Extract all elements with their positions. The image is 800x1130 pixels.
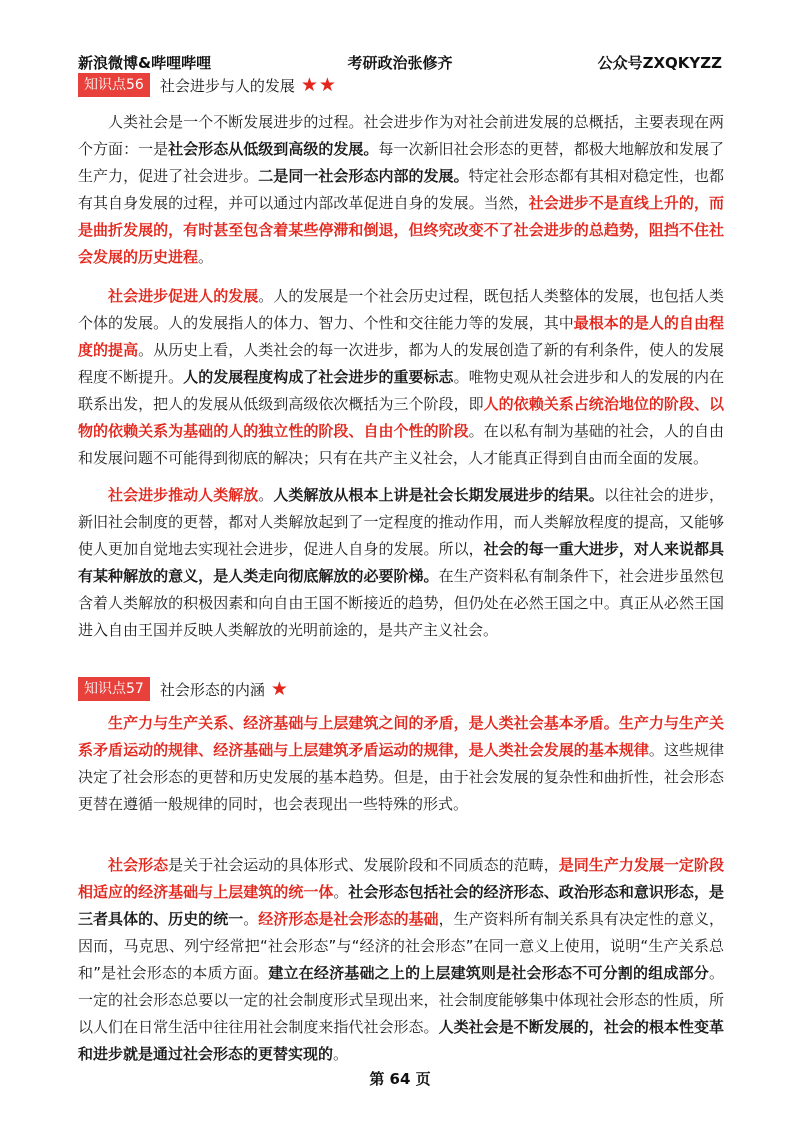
body-text: 人类社会是一个不断发展进步的过程。社会进步作为对社会前进发展的总概括，主要表现在两个方面：一是 <box>78 113 724 158</box>
body-text: 每一次新旧社会形态的更替，都极大地解放和发展了生产力，促进了社会进步。 <box>78 140 724 185</box>
bold-text: 人的发展程度构成了社会进步的重要标志 <box>183 368 454 386</box>
body-text <box>78 856 108 874</box>
header-weibo-bilibili: 新浪微博&哔哩哔哩 <box>78 54 212 72</box>
paragraph <box>78 283 724 472</box>
highlight-text: 社会进步不是直线上升的，而是曲折发展的，有时甚至包含着某些停滞和倒退，但终究改变不了社会进步的总趋势，阻挡不住社会发展的历史进程 <box>78 194 724 266</box>
body-text: 。唯物史观从社会进步和人的发展的内在联系出发，把人的发展从低级到高级依次概括为三个阶段，即 <box>78 368 724 413</box>
body-text: 在生产资料私有制条件下，社会进步虽然包含着人类解放的积极因素和向自由王国不断接近的趋势，但仍处在必然王国之中。真正从必然王国进入自由王国并反映人类解放的光明前途的，是共产主义社会。 <box>78 567 724 639</box>
highlight-text: 生产力与生产关系、经济基础与上层建筑之间的矛盾，是人类社会基本矛盾。生产力与生产关系矛盾运动的规律、经济基础与上层建筑矛盾运动的规律，是人类社会发展的基本规律 <box>78 714 724 759</box>
body-text: ，生产资料所有制关系具有决定性的意义，因而，马克思、列宁经常把“社会形态”与“经济的社会形态”在同一意义上使用，说明“生产关系总和”是社会形态的本质方面。 <box>78 910 724 982</box>
body-text: 特定社会形态都有其相对稳定性，也都有其自身发展的过程，并可以通过内部改革促进自身的发展。当然， <box>78 167 724 212</box>
body-text: 。人的发展是一个社会历史过程，既包括人类整体的发展，也包括人类个体的发展。人的发展指人的体力、智力、个性和交往能力等的发展，其中 <box>78 287 724 332</box>
bold-text: 社会形态从低级到高级的发展。 <box>168 140 379 158</box>
body-text: 以往社会的进步，新旧社会制度的更替，都对人类解放起到了一定程度的推动作用，而人类解放程度的提高，又能够使人更加自觉地去实现社会进步，促进人自身的发展。所以， <box>78 486 724 558</box>
body-text: 。 <box>258 486 274 504</box>
knowledge-point-badge: 知识点56 <box>78 73 150 97</box>
highlight-text: 社会形态 <box>108 856 169 874</box>
paragraph <box>78 482 724 644</box>
bold-text: 人类解放从根本上讲是社会长期发展进步的结果。 <box>273 486 604 504</box>
header-title: 考研政治张修齐 <box>347 54 453 72</box>
bold-text: 建立在经济基础之上的上层建筑则是社会形态不可分割的组成部分 <box>268 964 709 982</box>
body-text <box>78 486 108 504</box>
paragraph <box>78 852 724 1068</box>
page-number: 第 64 页 <box>369 1070 431 1088</box>
body-text: 。从历史上看，人类社会的每一次进步，都为人的发展创造了新的有利条件，使人的发展程度不断提升。 <box>78 341 724 386</box>
section-title: 社会形态的内涵 <box>159 680 265 699</box>
bold-text: 社会的每一重大进步，对人来说都具有某种解放的意义，是人类走向彻底解放的必要阶梯。 <box>78 540 724 585</box>
body-text: 是关于社会运动的具体形式、发展阶段和不同质态的范畴， <box>168 856 559 874</box>
bold-text: 人类社会是不断发展的，社会的根本性变革和进步就是通过社会形态的更替实现的 <box>78 1018 724 1063</box>
knowledge-point-57-heading <box>78 676 289 702</box>
highlight-text: 人的依赖关系占统治地位的阶段、以物的依赖关系为基础的人的独立性的阶段、自由个性的阶段 <box>78 395 724 440</box>
highlight-text: 最根本的是人的自由程度的提高 <box>78 314 724 359</box>
bold-text: 社会形态包括社会的经济形态、政治形态和意识形态，是三者具体的、历史的统一 <box>78 883 724 928</box>
section-title: 社会进步与人的发展 <box>159 76 295 95</box>
star-rating-icon: ★ <box>270 678 289 700</box>
body-text: 。 <box>198 248 214 266</box>
knowledge-point-badge: 知识点57 <box>78 677 150 701</box>
body-text: 。一定的社会形态总要以一定的社会制度形式呈现出来，社会制度能够集中体现社会形态的性质，所以人们在日常生活中往往用社会制度来指代社会形态。 <box>78 964 724 1036</box>
body-text <box>78 714 108 732</box>
paragraph <box>78 710 724 818</box>
highlight-text: 社会进步促进人的发展 <box>108 287 259 305</box>
body-text: 。 <box>243 910 259 928</box>
body-text <box>78 287 108 305</box>
body-text: 。这些规律决定了社会形态的更替和历史发展的基本趋势。但是，由于社会发展的复杂性和曲折性，社会形态更替在遵循一般规律的同时，也会表现出一些特殊的形式。 <box>78 741 724 813</box>
highlight-text: 社会进步推动人类解放 <box>108 486 259 504</box>
bold-text: 二是同一社会形态内部的发展。 <box>258 167 469 185</box>
header-wechat-account: 公众号ZXQKYZZ <box>597 54 722 72</box>
highlight-text: 是同生产力发展一定阶段相适应的经济基础与上层建筑的统一体 <box>78 856 724 901</box>
body-text: 。在以私有制为基础的社会，人的自由和发展问题不可能得到彻底的解决；只有在共产主义社会，人才能真正得到自由而全面的发展。 <box>78 422 724 467</box>
knowledge-point-56-heading <box>78 72 337 98</box>
body-text: 。 <box>333 1045 349 1063</box>
highlight-text: 经济形态是社会形态的基础 <box>258 910 439 928</box>
paragraph <box>78 109 724 271</box>
star-rating-icon: ★★ <box>300 74 337 96</box>
body-text: 。 <box>333 883 349 901</box>
